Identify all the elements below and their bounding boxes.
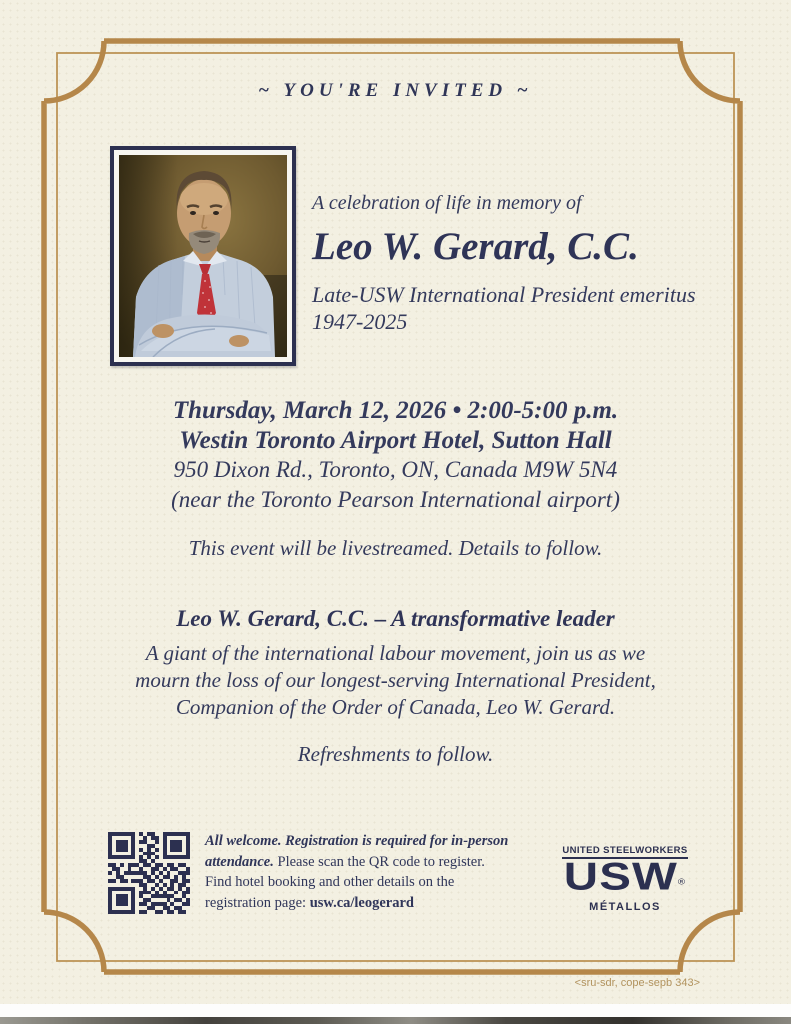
honoree-subtitle: Late-USW International President emeritus xyxy=(312,282,696,307)
event-address-note: (near the Toronto Pearson International airport) xyxy=(171,486,620,512)
usw-logo-letters: USW® xyxy=(563,855,687,899)
tribute-heading: Leo W. Gerard, C.C. – A transformative leader xyxy=(176,606,615,631)
registration-line-3: Find hotel booking and other details on the xyxy=(205,874,455,890)
banner-text: ~ YOU'RE INVITED ~ xyxy=(258,80,533,101)
event-datetime: Thursday, March 12, 2026 • 2:00-5:00 p.m. xyxy=(172,397,619,424)
event-venue: Westin Toronto Airport Hotel, Sutton Hall xyxy=(179,426,612,454)
scan-white-gap xyxy=(0,1004,791,1017)
registration-text xyxy=(205,831,545,913)
intro-line: A celebration of life in memory of xyxy=(312,192,582,214)
usw-logo-wordmark-bottom: MÉTALLOS xyxy=(589,901,661,913)
usw-logo-wordmark-top: UNITED STEELWORKERS xyxy=(562,845,687,859)
tribute-line-3: Companion of the Order of Canada, Leo W. Gerard. xyxy=(175,695,616,719)
portrait-photo-frame xyxy=(110,146,296,366)
registration-line-2: attendance. Please scan the QR code to register. xyxy=(205,853,485,870)
registered-mark: ® xyxy=(677,877,687,887)
honoree-years: 1947-2025 xyxy=(312,309,408,334)
registration-line-1: All welcome. Registration is required for in-person xyxy=(205,833,509,849)
usw-logo xyxy=(545,840,705,913)
honoree-name: Leo W. Gerard, C.C. xyxy=(312,225,639,268)
footer-code: <sru-sdr, cope-sepb 343> xyxy=(574,977,700,989)
registration-url: usw.ca/leogerard xyxy=(309,894,414,911)
livestream-note: This event will be livestreamed. Details to follow. xyxy=(188,536,603,560)
refreshments-note: Refreshments to follow. xyxy=(297,742,494,766)
registration-line-4: registration page: usw.ca/leogerard xyxy=(205,894,414,911)
tribute-line-1: A giant of the international labour movement, join us as we xyxy=(145,641,646,665)
event-address: 950 Dixon Rd., Toronto, ON, Canada M9W 5N4 xyxy=(173,457,618,482)
scan-artifact-strip xyxy=(0,1017,791,1024)
portrait-image xyxy=(119,155,287,357)
event-details xyxy=(0,396,791,514)
tribute-paragraph xyxy=(0,640,791,721)
memorial-header xyxy=(312,192,712,335)
tribute-line-2: mourn the loss of our longest-serving International President, xyxy=(135,668,656,692)
qr-code xyxy=(108,832,190,914)
